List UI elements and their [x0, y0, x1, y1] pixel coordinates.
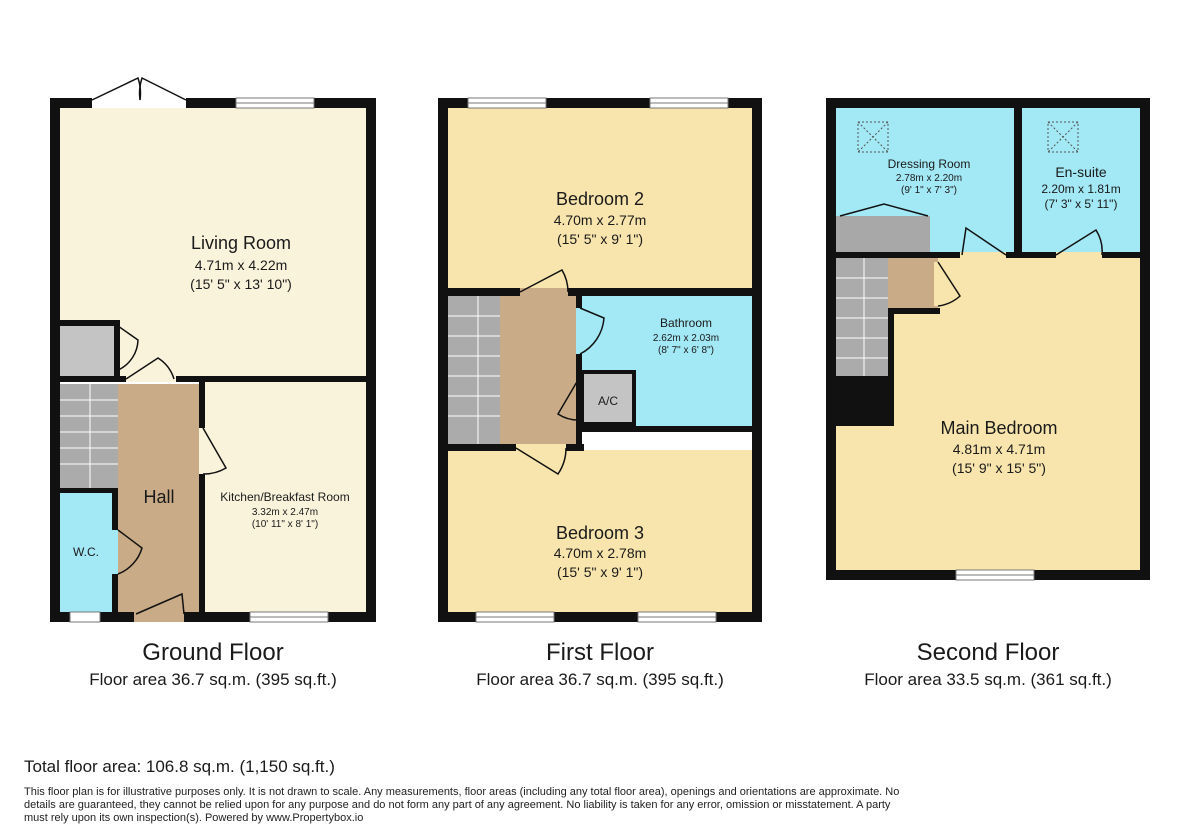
ensuite-imperial: (7' 3" x 5' 11")	[1044, 197, 1118, 211]
ac-label: A/C	[597, 394, 619, 408]
kitchen-name: Kitchen/Breakfast Room	[220, 490, 350, 504]
kitchen-imperial: (10' 11" x 8' 1")	[251, 519, 319, 530]
storage-cupboard	[60, 326, 118, 376]
main-bedroom-name: Main Bedroom	[940, 418, 1058, 438]
main-bedroom-imperial: (15' 9" x 15' 5")	[952, 460, 1046, 476]
bedroom-3-imperial: (15' 5" x 9' 1")	[556, 564, 644, 580]
bathroom-metric: 2.62m x 2.03m	[652, 333, 720, 344]
disclaimer-text: This floor plan is for illustrative purposes only. It is not drawn to scale. Any measurements, floor areas (including any total floor area), openings and orientations are approximate. No details are guaranteed, they cannot be relied upon for any purpose and do not form any part of any agreement. No liability is taken for any error, omission or misstatement. A party must rely upon its own inspection(s). Powered by www.Propertybox.io	[24, 786, 900, 824]
total-floor-area: Total floor area: 106.8 sq.m. (1,150 sq.ft.)	[24, 757, 335, 776]
bedroom-3-name: Bedroom 3	[555, 523, 645, 543]
ground-floor-plan	[50, 78, 376, 622]
landing-area-2	[888, 258, 938, 308]
ground-floor-area: Floor area 36.7 sq.m. (395 sq.ft.)	[89, 670, 337, 689]
bedroom-2-name: Bedroom 2	[555, 189, 645, 209]
dressing-room-metric: 2.78m x 2.20m	[895, 173, 963, 184]
bathroom-imperial: (8' 7" x 6' 8")	[658, 345, 714, 356]
dressing-room-name: Dressing Room	[887, 157, 971, 171]
main-bedroom-metric: 4.81m x 4.71m	[952, 441, 1046, 457]
ground-floor-title: Ground Floor	[142, 639, 284, 666]
ensuite-metric: 2.20m x 1.81m	[1041, 182, 1121, 196]
bedroom-2-metric: 4.70m x 2.77m	[553, 212, 647, 228]
ensuite-area	[1022, 108, 1140, 252]
first-floor-title: First Floor	[546, 639, 654, 666]
first-floor-area: Floor area 36.7 sq.m. (395 sq.ft.)	[476, 670, 724, 689]
first-floor-plan	[438, 98, 762, 622]
second-floor-stairs	[836, 258, 888, 376]
second-floor-area: Floor area 33.5 sq.m. (361 sq.ft.)	[864, 670, 1112, 689]
second-floor-title: Second Floor	[916, 639, 1060, 666]
landing-area	[500, 296, 576, 448]
kitchen-metric: 3.32m x 2.47m	[251, 507, 319, 518]
ensuite-name: En-suite	[1055, 164, 1107, 180]
bedroom-2-imperial: (15' 5" x 9' 1")	[556, 231, 644, 247]
living-room-imperial: (15' 5" x 13' 10")	[190, 276, 292, 292]
bedroom-3-metric: 4.70m x 2.78m	[553, 545, 647, 561]
dressing-room-imperial: (9' 1" x 7' 3")	[901, 185, 957, 196]
living-room-metric: 4.71m x 4.22m	[194, 257, 288, 273]
stairwell-void	[836, 376, 894, 426]
first-floor-stairs	[448, 296, 500, 446]
living-room-name: Living Room	[190, 233, 292, 253]
wardrobe	[836, 216, 930, 252]
bathroom-name: Bathroom	[659, 316, 713, 330]
wc-name: W.C.	[73, 545, 99, 559]
hall-name: Hall	[143, 487, 175, 507]
ground-stairs	[60, 384, 118, 488]
